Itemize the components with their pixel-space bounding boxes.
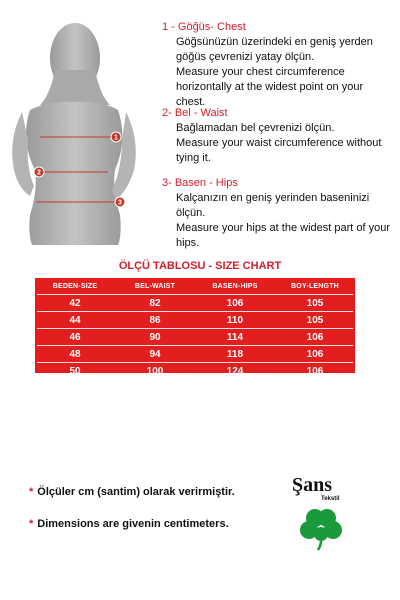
header-hips: BASEN-HIPS [212, 282, 258, 290]
cell-hips: 114 [226, 331, 244, 343]
cell-hips: 106 [226, 297, 244, 309]
chest-marker-label: 1 [114, 134, 118, 142]
table-row [35, 363, 355, 379]
logo-subtitle: Tekstil [321, 496, 340, 502]
note-text: Ölçüler cm (santim) olarak verirmiştir. [37, 486, 235, 498]
note-text: Dimensions are givenin centimeters. [37, 518, 229, 530]
chest-heading: 1 - Göğüs- Chest [162, 21, 246, 33]
size-chart-title: ÖLÇÜ TABLOSU - SIZE CHART [118, 260, 282, 272]
size-chart-table [35, 278, 355, 377]
cell-hips: 110 [226, 314, 244, 326]
header-size: BEDEN-SIZE [52, 282, 98, 290]
hips-instruction [162, 176, 394, 251]
waist-text-en: Measure your waist circumference without tying it. [176, 137, 382, 164]
hips-text-en: Measure your hips at the widest part of your hips. [176, 222, 390, 249]
waist-text-tr: Bağlamadan bel çevrenizi ölçün. [176, 122, 335, 134]
cell-size: 50 [69, 365, 81, 377]
cell-size: 48 [69, 348, 81, 360]
cell-waist: 94 [149, 348, 161, 360]
chest-text-tr: Göğsünüzün üzerindeki en geniş yerden göğüs çevrenizi yatay ölçün. [176, 36, 373, 63]
table-row [35, 312, 355, 328]
note-units-tr [29, 486, 235, 498]
table-row [35, 295, 355, 311]
asterisk-icon: * [29, 518, 34, 530]
waist-marker-label: 2 [37, 169, 41, 177]
mannequin-figure [0, 0, 150, 250]
hips-heading: 3- Basen - Hips [162, 177, 238, 189]
chest-text-en: Measure your chest circumference horizontally at the widest point on your chest. [176, 66, 364, 108]
asterisk-icon: * [29, 486, 34, 498]
cell-hips: 118 [226, 348, 244, 360]
hips-marker-label: 3 [118, 199, 122, 207]
cell-length: 106 [306, 331, 324, 343]
cell-length: 105 [306, 297, 324, 309]
cell-size: 44 [69, 314, 81, 326]
chest-instruction [162, 20, 394, 110]
cell-length: 106 [306, 365, 324, 377]
cell-waist: 86 [149, 314, 161, 326]
cell-length: 106 [306, 348, 324, 360]
table-row [35, 329, 355, 345]
header-length: BOY-LENGTH [291, 282, 339, 290]
cell-waist: 82 [149, 297, 161, 309]
waist-instruction [162, 106, 394, 166]
logo-name: Şans [292, 474, 333, 496]
cell-waist: 100 [146, 365, 164, 377]
table-row [35, 346, 355, 362]
cell-waist: 90 [149, 331, 161, 343]
waist-heading: 2- Bel - Waist [162, 107, 228, 119]
table-header-row [35, 278, 355, 294]
cell-size: 46 [69, 331, 81, 343]
cell-size: 42 [69, 297, 81, 309]
hips-text-tr: Kalçanızın en geniş yerinden baseninizi ölçün. [176, 192, 370, 219]
cell-hips: 124 [226, 365, 244, 377]
brand-logo [288, 474, 368, 554]
note-units-en [29, 518, 229, 530]
cell-length: 105 [306, 314, 324, 326]
clover-icon [296, 504, 346, 552]
header-waist: BEL-WAIST [134, 282, 176, 290]
